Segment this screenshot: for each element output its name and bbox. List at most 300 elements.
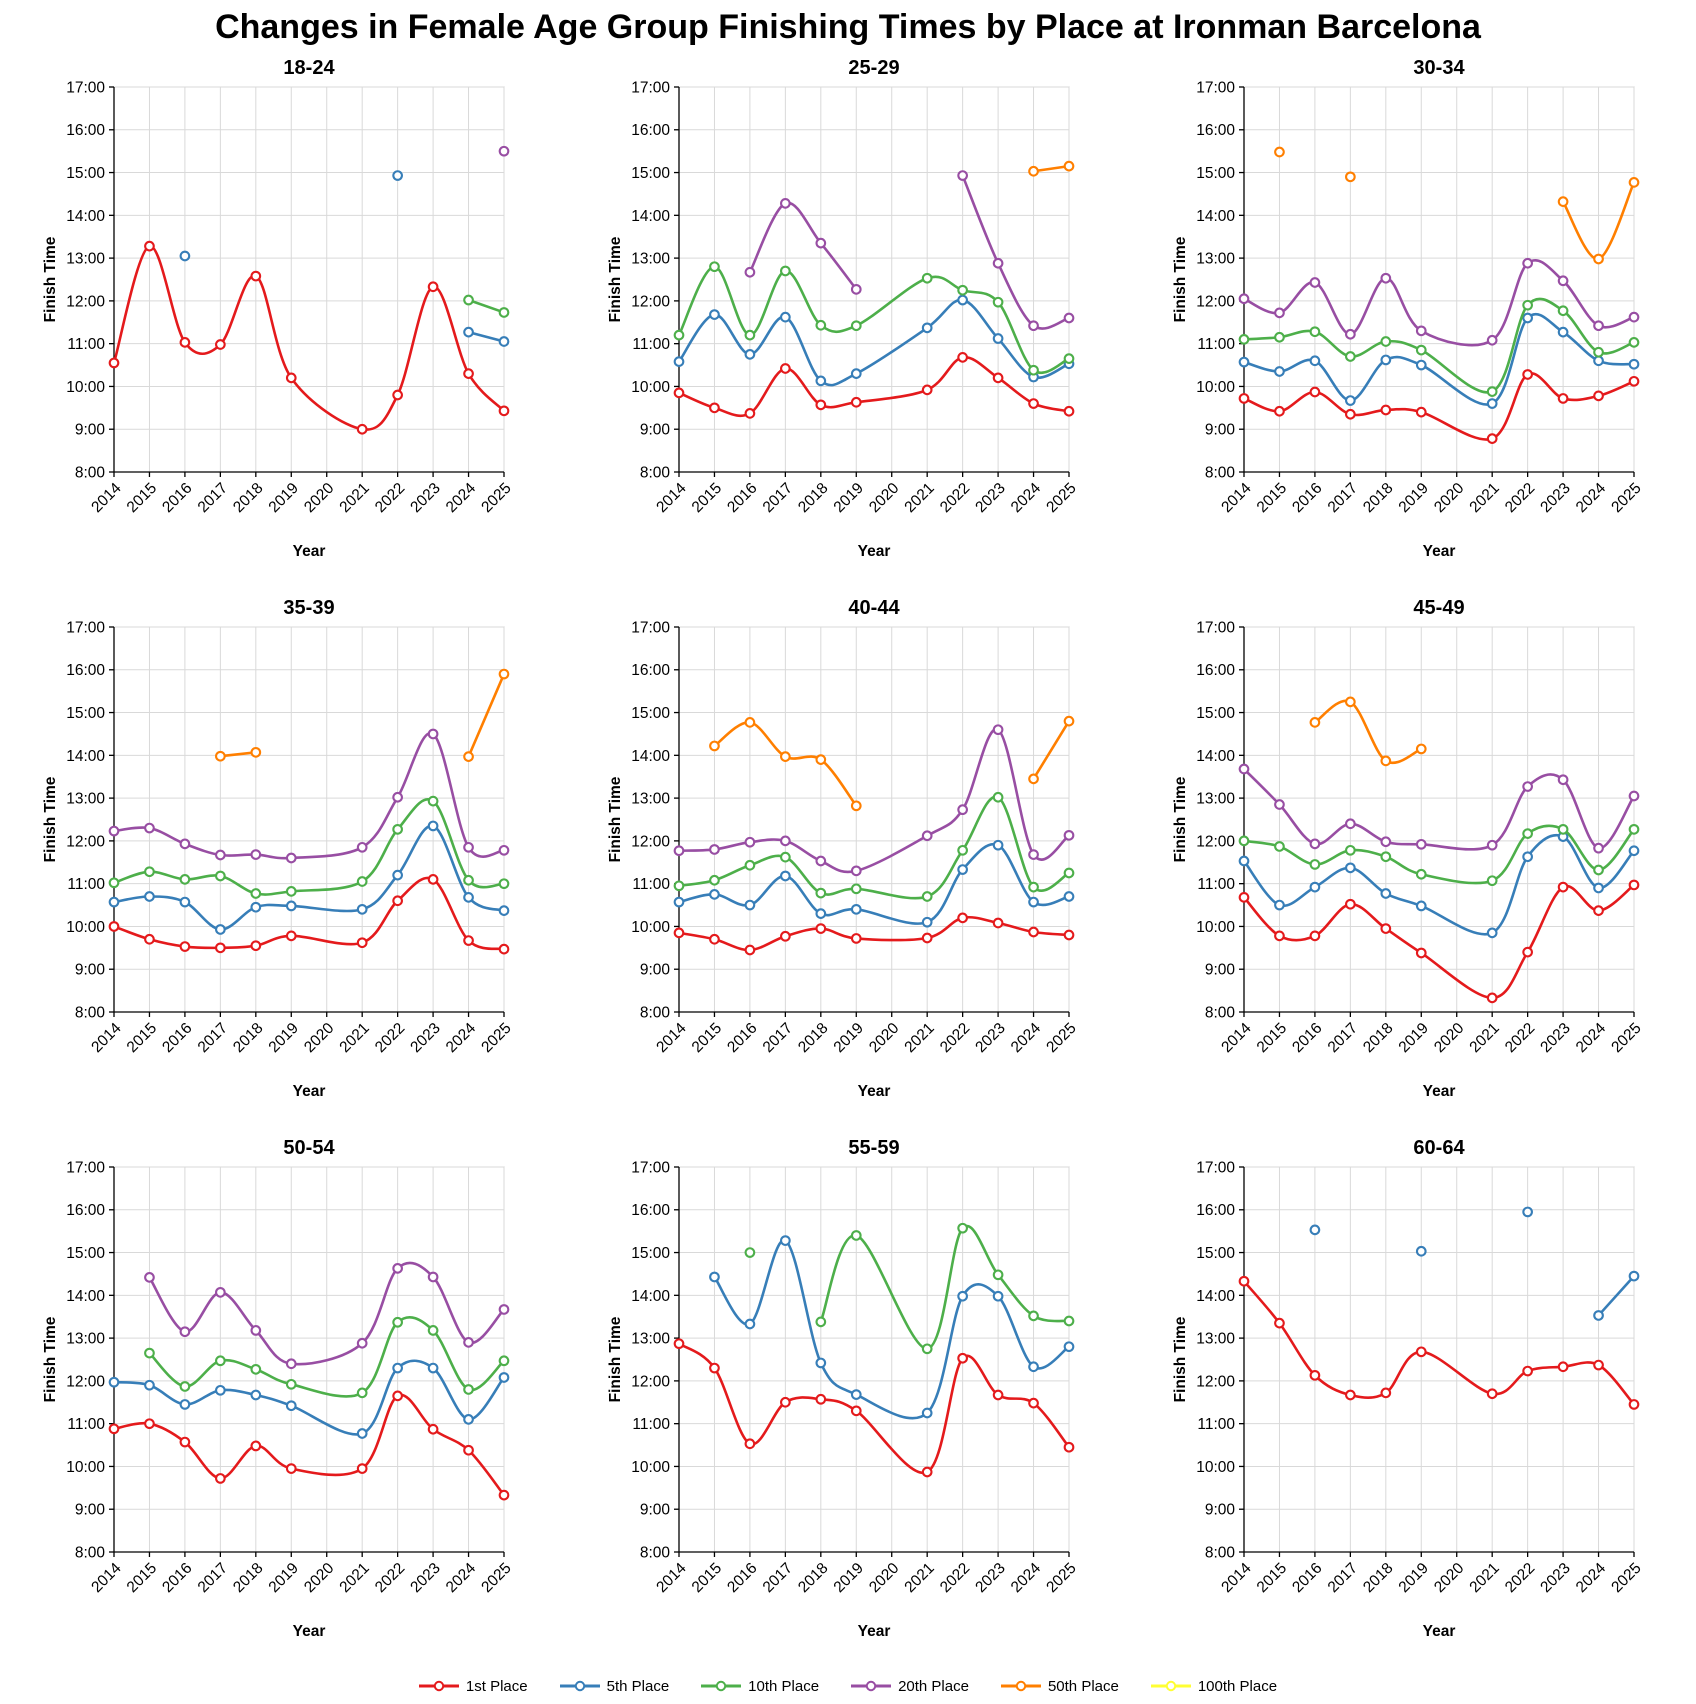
data-point <box>1310 278 1319 287</box>
data-point <box>710 1273 719 1282</box>
data-point <box>180 1400 189 1409</box>
x-tick-label: 2023 <box>971 1019 1009 1057</box>
data-point <box>781 1398 790 1407</box>
data-point <box>958 353 967 362</box>
y-tick-label: 17:00 <box>630 79 670 97</box>
data-point <box>1064 354 1073 363</box>
x-tick-label: 2022 <box>371 1559 408 1597</box>
y-tick-label: 12:00 <box>65 833 105 851</box>
x-tick-label: 2023 <box>406 1559 444 1597</box>
data-point <box>1523 1208 1532 1217</box>
x-tick-label: 2018 <box>229 1019 266 1057</box>
y-tick-labels <box>66 619 105 1021</box>
charts-grid <box>0 47 1696 1667</box>
data-point <box>1594 356 1603 365</box>
data-point <box>816 1318 825 1327</box>
data-point <box>710 404 719 413</box>
subplot-30-34 <box>1131 47 1696 587</box>
data-point <box>851 905 860 914</box>
legend-swatch-5th-place <box>560 1679 600 1693</box>
data-point <box>993 259 1002 268</box>
data-point <box>1239 358 1248 367</box>
data-point <box>145 1273 154 1282</box>
data-point <box>216 1474 225 1483</box>
y-tick-label: 9:00 <box>1204 1501 1235 1519</box>
x-tick-label: 2020 <box>300 1559 337 1597</box>
y-tick-label: 14:00 <box>65 747 105 765</box>
data-point <box>1310 388 1319 397</box>
data-point <box>357 877 366 886</box>
data-point <box>1558 1362 1567 1371</box>
data-point <box>993 1271 1002 1280</box>
data-point <box>109 827 118 836</box>
data-point <box>286 374 295 383</box>
data-point <box>109 1425 118 1434</box>
x-tick-label: 2019 <box>1395 479 1432 517</box>
data-point <box>1381 757 1390 766</box>
x-tick-label: 2023 <box>406 1019 444 1057</box>
y-tick-labels <box>631 619 670 1021</box>
x-tick-label: 2021 <box>1465 1019 1503 1057</box>
x-tick-label: 2014 <box>1217 479 1255 517</box>
data-point <box>1416 745 1425 754</box>
data-point <box>464 876 473 885</box>
data-point <box>674 357 683 366</box>
subplot-60-64 <box>1131 1127 1696 1667</box>
data-point <box>922 892 931 901</box>
y-tick-label: 11:00 <box>66 1416 105 1434</box>
y-tick-label: 11:00 <box>1196 336 1235 354</box>
data-point <box>357 905 366 914</box>
data-point <box>428 1326 437 1335</box>
data-point <box>816 909 825 918</box>
y-tick-label: 9:00 <box>74 421 105 439</box>
y-tick-label: 8:00 <box>639 1544 670 1562</box>
y-tick-label: 13:00 <box>1195 250 1235 268</box>
data-point <box>393 1264 402 1273</box>
data-point <box>993 298 1002 307</box>
data-point <box>1487 1389 1496 1398</box>
y-tick-label: 12:00 <box>1195 1373 1235 1391</box>
y-axis-title: Finish Time <box>606 776 624 863</box>
data-point <box>1629 377 1638 386</box>
data-point <box>745 1320 754 1329</box>
subplot-title: 30-34 <box>1412 57 1465 79</box>
data-point <box>958 171 967 180</box>
data-point <box>499 1373 508 1382</box>
x-tick-label: 2024 <box>442 479 479 517</box>
data-point <box>1629 178 1638 187</box>
data-point <box>1029 1312 1038 1321</box>
data-point <box>1275 309 1284 318</box>
y-tick-label: 14:00 <box>630 207 670 225</box>
plot-area <box>114 87 504 472</box>
data-point <box>1487 387 1496 396</box>
data-point <box>1629 313 1638 322</box>
y-tick-label: 10:00 <box>1195 918 1235 936</box>
data-point <box>1487 336 1496 345</box>
data-point <box>922 324 931 333</box>
data-point <box>1239 837 1248 846</box>
data-point <box>145 242 154 251</box>
data-point <box>499 670 508 679</box>
y-tick-label: 14:00 <box>65 207 105 225</box>
data-point <box>958 846 967 855</box>
legend-label-20th-place: 20th Place <box>898 1677 969 1695</box>
data-point <box>1239 893 1248 902</box>
data-point <box>781 313 790 322</box>
data-point <box>1629 1400 1638 1409</box>
data-point <box>1523 314 1532 323</box>
data-point <box>710 1364 719 1373</box>
x-tick-label: 2023 <box>1536 1559 1574 1597</box>
data-point <box>180 1382 189 1391</box>
x-tick-label: 2020 <box>1430 1019 1467 1057</box>
data-point <box>1523 259 1532 268</box>
x-tick-label: 2019 <box>265 479 302 517</box>
data-point <box>710 876 719 885</box>
y-tick-label: 17:00 <box>1195 619 1235 637</box>
data-point <box>816 889 825 898</box>
data-point <box>393 825 402 834</box>
data-point <box>428 875 437 884</box>
data-point <box>816 401 825 410</box>
x-tick-labels <box>88 479 514 516</box>
data-point <box>1310 860 1319 869</box>
data-point <box>1346 352 1355 361</box>
data-point <box>286 1359 295 1368</box>
data-point <box>428 822 437 831</box>
data-point <box>710 845 719 854</box>
y-tick-label: 12:00 <box>1195 833 1235 851</box>
data-point <box>180 898 189 907</box>
data-point <box>922 1409 931 1418</box>
data-point <box>251 903 260 912</box>
data-point <box>145 1419 154 1428</box>
data-point <box>1416 408 1425 417</box>
data-point <box>1416 949 1425 958</box>
data-point <box>1629 881 1638 890</box>
x-axis-title: Year <box>857 1083 890 1100</box>
data-point <box>286 1401 295 1410</box>
data-point <box>1310 840 1319 849</box>
data-point <box>1594 348 1603 357</box>
data-point <box>1310 327 1319 336</box>
data-point <box>781 837 790 846</box>
y-tick-labels <box>1196 619 1235 1021</box>
x-tick-label: 2014 <box>1217 1019 1255 1057</box>
y-tick-label: 13:00 <box>1195 1330 1235 1348</box>
data-point <box>1239 335 1248 344</box>
data-point <box>1310 883 1319 892</box>
data-point <box>180 338 189 347</box>
data-point <box>393 793 402 802</box>
x-tick-label: 2022 <box>1501 1559 1538 1597</box>
data-point <box>851 1390 860 1399</box>
data-point <box>745 718 754 727</box>
x-tick-label: 2015 <box>123 1559 160 1597</box>
subplot-18-24 <box>1 47 566 587</box>
data-point <box>251 1326 260 1335</box>
y-tick-label: 8:00 <box>74 1544 105 1562</box>
data-point <box>745 946 754 955</box>
data-point <box>958 1354 967 1363</box>
data-point <box>851 885 860 894</box>
x-tick-label: 2017 <box>759 1559 796 1597</box>
data-point <box>1523 782 1532 791</box>
y-tick-label: 17:00 <box>65 79 105 97</box>
y-tick-label: 16:00 <box>65 662 105 680</box>
data-point <box>286 1380 295 1389</box>
x-tick-labels <box>653 479 1079 516</box>
data-point <box>1310 718 1319 727</box>
data-point <box>922 274 931 283</box>
y-tick-label: 13:00 <box>630 790 670 808</box>
data-point <box>1558 276 1567 285</box>
data-point <box>993 841 1002 850</box>
data-point <box>851 321 860 330</box>
x-tick-label: 2020 <box>1430 479 1467 517</box>
x-tick-label: 2019 <box>830 479 867 517</box>
x-tick-label: 2018 <box>794 479 831 517</box>
x-tick-label: 2024 <box>1572 1019 1609 1057</box>
plot-area <box>114 1167 504 1552</box>
data-point <box>1310 1226 1319 1235</box>
x-tick-label: 2018 <box>229 1559 266 1597</box>
x-tick-label: 2018 <box>1359 1019 1396 1057</box>
y-tick-label: 11:00 <box>631 1416 670 1434</box>
y-tick-label: 15:00 <box>1195 704 1235 722</box>
data-point <box>145 867 154 876</box>
data-point <box>993 334 1002 343</box>
data-point <box>286 854 295 863</box>
data-point <box>710 262 719 271</box>
data-point <box>781 267 790 276</box>
x-axis-title: Year <box>1422 1083 1455 1100</box>
y-tick-label: 8:00 <box>639 1004 670 1022</box>
x-tick-label: 2023 <box>971 479 1009 517</box>
data-point <box>251 941 260 950</box>
x-tick-label: 2019 <box>265 1019 302 1057</box>
data-point <box>1487 399 1496 408</box>
data-point <box>1558 306 1567 315</box>
legend-label-1st-place: 1st Place <box>465 1677 528 1695</box>
x-axis-title: Year <box>292 543 325 560</box>
x-tick-label: 2022 <box>936 1019 973 1057</box>
y-tick-label: 11:00 <box>66 336 105 354</box>
x-tick-label: 2023 <box>406 479 444 517</box>
data-point <box>1523 1367 1532 1376</box>
x-tick-label: 2022 <box>936 479 973 517</box>
data-point <box>816 924 825 933</box>
data-point <box>251 1442 260 1451</box>
x-tick-label: 2022 <box>936 1559 973 1597</box>
y-tick-label: 10:00 <box>630 378 670 396</box>
data-point <box>499 407 508 416</box>
x-tick-labels <box>1218 1019 1644 1056</box>
x-tick-label: 2021 <box>335 1019 373 1057</box>
y-tick-label: 10:00 <box>1195 378 1235 396</box>
y-tick-label: 9:00 <box>639 1501 670 1519</box>
y-tick-labels <box>631 1159 670 1561</box>
data-point <box>1310 356 1319 365</box>
data-point <box>499 337 508 346</box>
data-point <box>922 831 931 840</box>
x-tick-label: 2019 <box>1395 1019 1432 1057</box>
y-tick-label: 15:00 <box>65 1244 105 1262</box>
x-tick-label: 2018 <box>794 1019 831 1057</box>
x-axis-title: Year <box>857 1623 890 1640</box>
data-point <box>464 328 473 337</box>
series-20th-place <box>499 147 508 156</box>
data-point <box>109 922 118 931</box>
data-point <box>1346 330 1355 339</box>
data-point <box>499 1305 508 1314</box>
y-tick-label: 17:00 <box>65 1159 105 1177</box>
y-tick-label: 12:00 <box>630 1373 670 1391</box>
x-tick-label: 2020 <box>865 479 902 517</box>
data-point <box>216 944 225 953</box>
data-point <box>781 932 790 941</box>
data-point <box>1594 866 1603 875</box>
y-tick-label: 14:00 <box>630 1287 670 1305</box>
data-point <box>251 850 260 859</box>
legend-item-20th-place <box>851 1678 969 1695</box>
data-point <box>993 725 1002 734</box>
data-point <box>958 865 967 874</box>
y-tick-label: 14:00 <box>1195 1287 1235 1305</box>
x-tick-label: 2019 <box>1395 1559 1432 1597</box>
data-point <box>851 1407 860 1416</box>
data-point <box>1416 902 1425 911</box>
y-tick-label: 11:00 <box>631 336 670 354</box>
data-point <box>1064 162 1073 171</box>
x-tick-label: 2014 <box>87 479 125 517</box>
data-point <box>464 752 473 761</box>
data-point <box>393 1364 402 1373</box>
legend-marker <box>435 1682 443 1690</box>
data-point <box>1064 892 1073 901</box>
x-tick-label: 2017 <box>194 479 231 517</box>
subplot-title: 25-29 <box>847 57 900 79</box>
data-point <box>674 898 683 907</box>
data-point <box>251 272 260 281</box>
data-point <box>1594 1361 1603 1370</box>
data-point <box>499 308 508 317</box>
data-point <box>1346 698 1355 707</box>
y-tick-label: 8:00 <box>1204 1004 1235 1022</box>
data-point <box>180 942 189 951</box>
y-tick-label: 15:00 <box>65 704 105 722</box>
y-tick-labels <box>1196 79 1235 481</box>
data-point <box>286 932 295 941</box>
data-point <box>464 369 473 378</box>
data-point <box>1629 1272 1638 1281</box>
y-tick-label: 16:00 <box>65 122 105 140</box>
x-tick-label: 2015 <box>688 1019 725 1057</box>
data-point <box>286 1464 295 1473</box>
x-tick-label: 2017 <box>194 1559 231 1597</box>
data-point <box>1629 360 1638 369</box>
legend-swatch-100th-place <box>1151 1679 1191 1693</box>
x-tick-label: 2015 <box>688 479 725 517</box>
y-tick-label: 9:00 <box>74 1501 105 1519</box>
data-point <box>216 925 225 934</box>
data-point <box>745 1439 754 1448</box>
y-tick-label: 8:00 <box>639 464 670 482</box>
legend <box>0 1669 1696 1703</box>
data-point <box>1275 842 1284 851</box>
data-point <box>499 906 508 915</box>
data-point <box>816 377 825 386</box>
y-tick-label: 9:00 <box>639 961 670 979</box>
x-tick-label: 2017 <box>759 479 796 517</box>
y-tick-label: 12:00 <box>630 833 670 851</box>
y-tick-label: 13:00 <box>65 1330 105 1348</box>
data-point <box>745 861 754 870</box>
y-axis-title: Finish Time <box>606 236 624 323</box>
y-tick-label: 10:00 <box>65 1458 105 1476</box>
data-point <box>357 1429 366 1438</box>
x-tick-label: 2022 <box>1501 1019 1538 1057</box>
plot-area <box>1244 627 1634 1012</box>
data-point <box>1523 948 1532 957</box>
legend-marker <box>1017 1682 1025 1690</box>
x-tick-label: 2018 <box>1359 479 1396 517</box>
x-tick-label: 2014 <box>1217 1559 1255 1597</box>
x-tick-label: 2025 <box>1042 1019 1080 1057</box>
data-point <box>1381 274 1390 283</box>
data-point <box>1629 792 1638 801</box>
data-point <box>993 374 1002 383</box>
data-point <box>745 268 754 277</box>
x-tick-label: 2015 <box>688 1559 725 1597</box>
data-point <box>922 918 931 927</box>
x-axis-title: Year <box>292 1083 325 1100</box>
x-tick-label: 2021 <box>900 1559 938 1597</box>
data-point <box>1416 327 1425 336</box>
x-tick-label: 2021 <box>335 1559 373 1597</box>
x-tick-label: 2019 <box>830 1559 867 1597</box>
data-point <box>1029 883 1038 892</box>
legend-label-100th-place: 100th Place <box>1197 1677 1278 1695</box>
x-tick-label: 2015 <box>123 1019 160 1057</box>
x-tick-label: 2021 <box>1465 1559 1503 1597</box>
data-point <box>710 935 719 944</box>
data-point <box>1558 775 1567 784</box>
data-point <box>958 914 967 923</box>
y-tick-label: 13:00 <box>65 790 105 808</box>
data-point <box>1064 869 1073 878</box>
x-tick-label: 2024 <box>442 1559 479 1597</box>
subplot-25-29 <box>566 47 1131 587</box>
data-point <box>710 890 719 899</box>
data-point <box>357 425 366 434</box>
data-point <box>109 1378 118 1387</box>
x-tick-label: 2019 <box>830 1019 867 1057</box>
data-point <box>781 199 790 208</box>
data-point <box>393 391 402 400</box>
data-point <box>464 1338 473 1347</box>
data-point <box>1064 1342 1073 1351</box>
data-point <box>1029 850 1038 859</box>
y-tick-label: 11:00 <box>1196 1416 1235 1434</box>
data-point <box>674 929 683 938</box>
data-point <box>745 901 754 910</box>
data-point <box>1487 929 1496 938</box>
data-point <box>1629 846 1638 855</box>
x-tick-labels <box>1218 479 1644 516</box>
